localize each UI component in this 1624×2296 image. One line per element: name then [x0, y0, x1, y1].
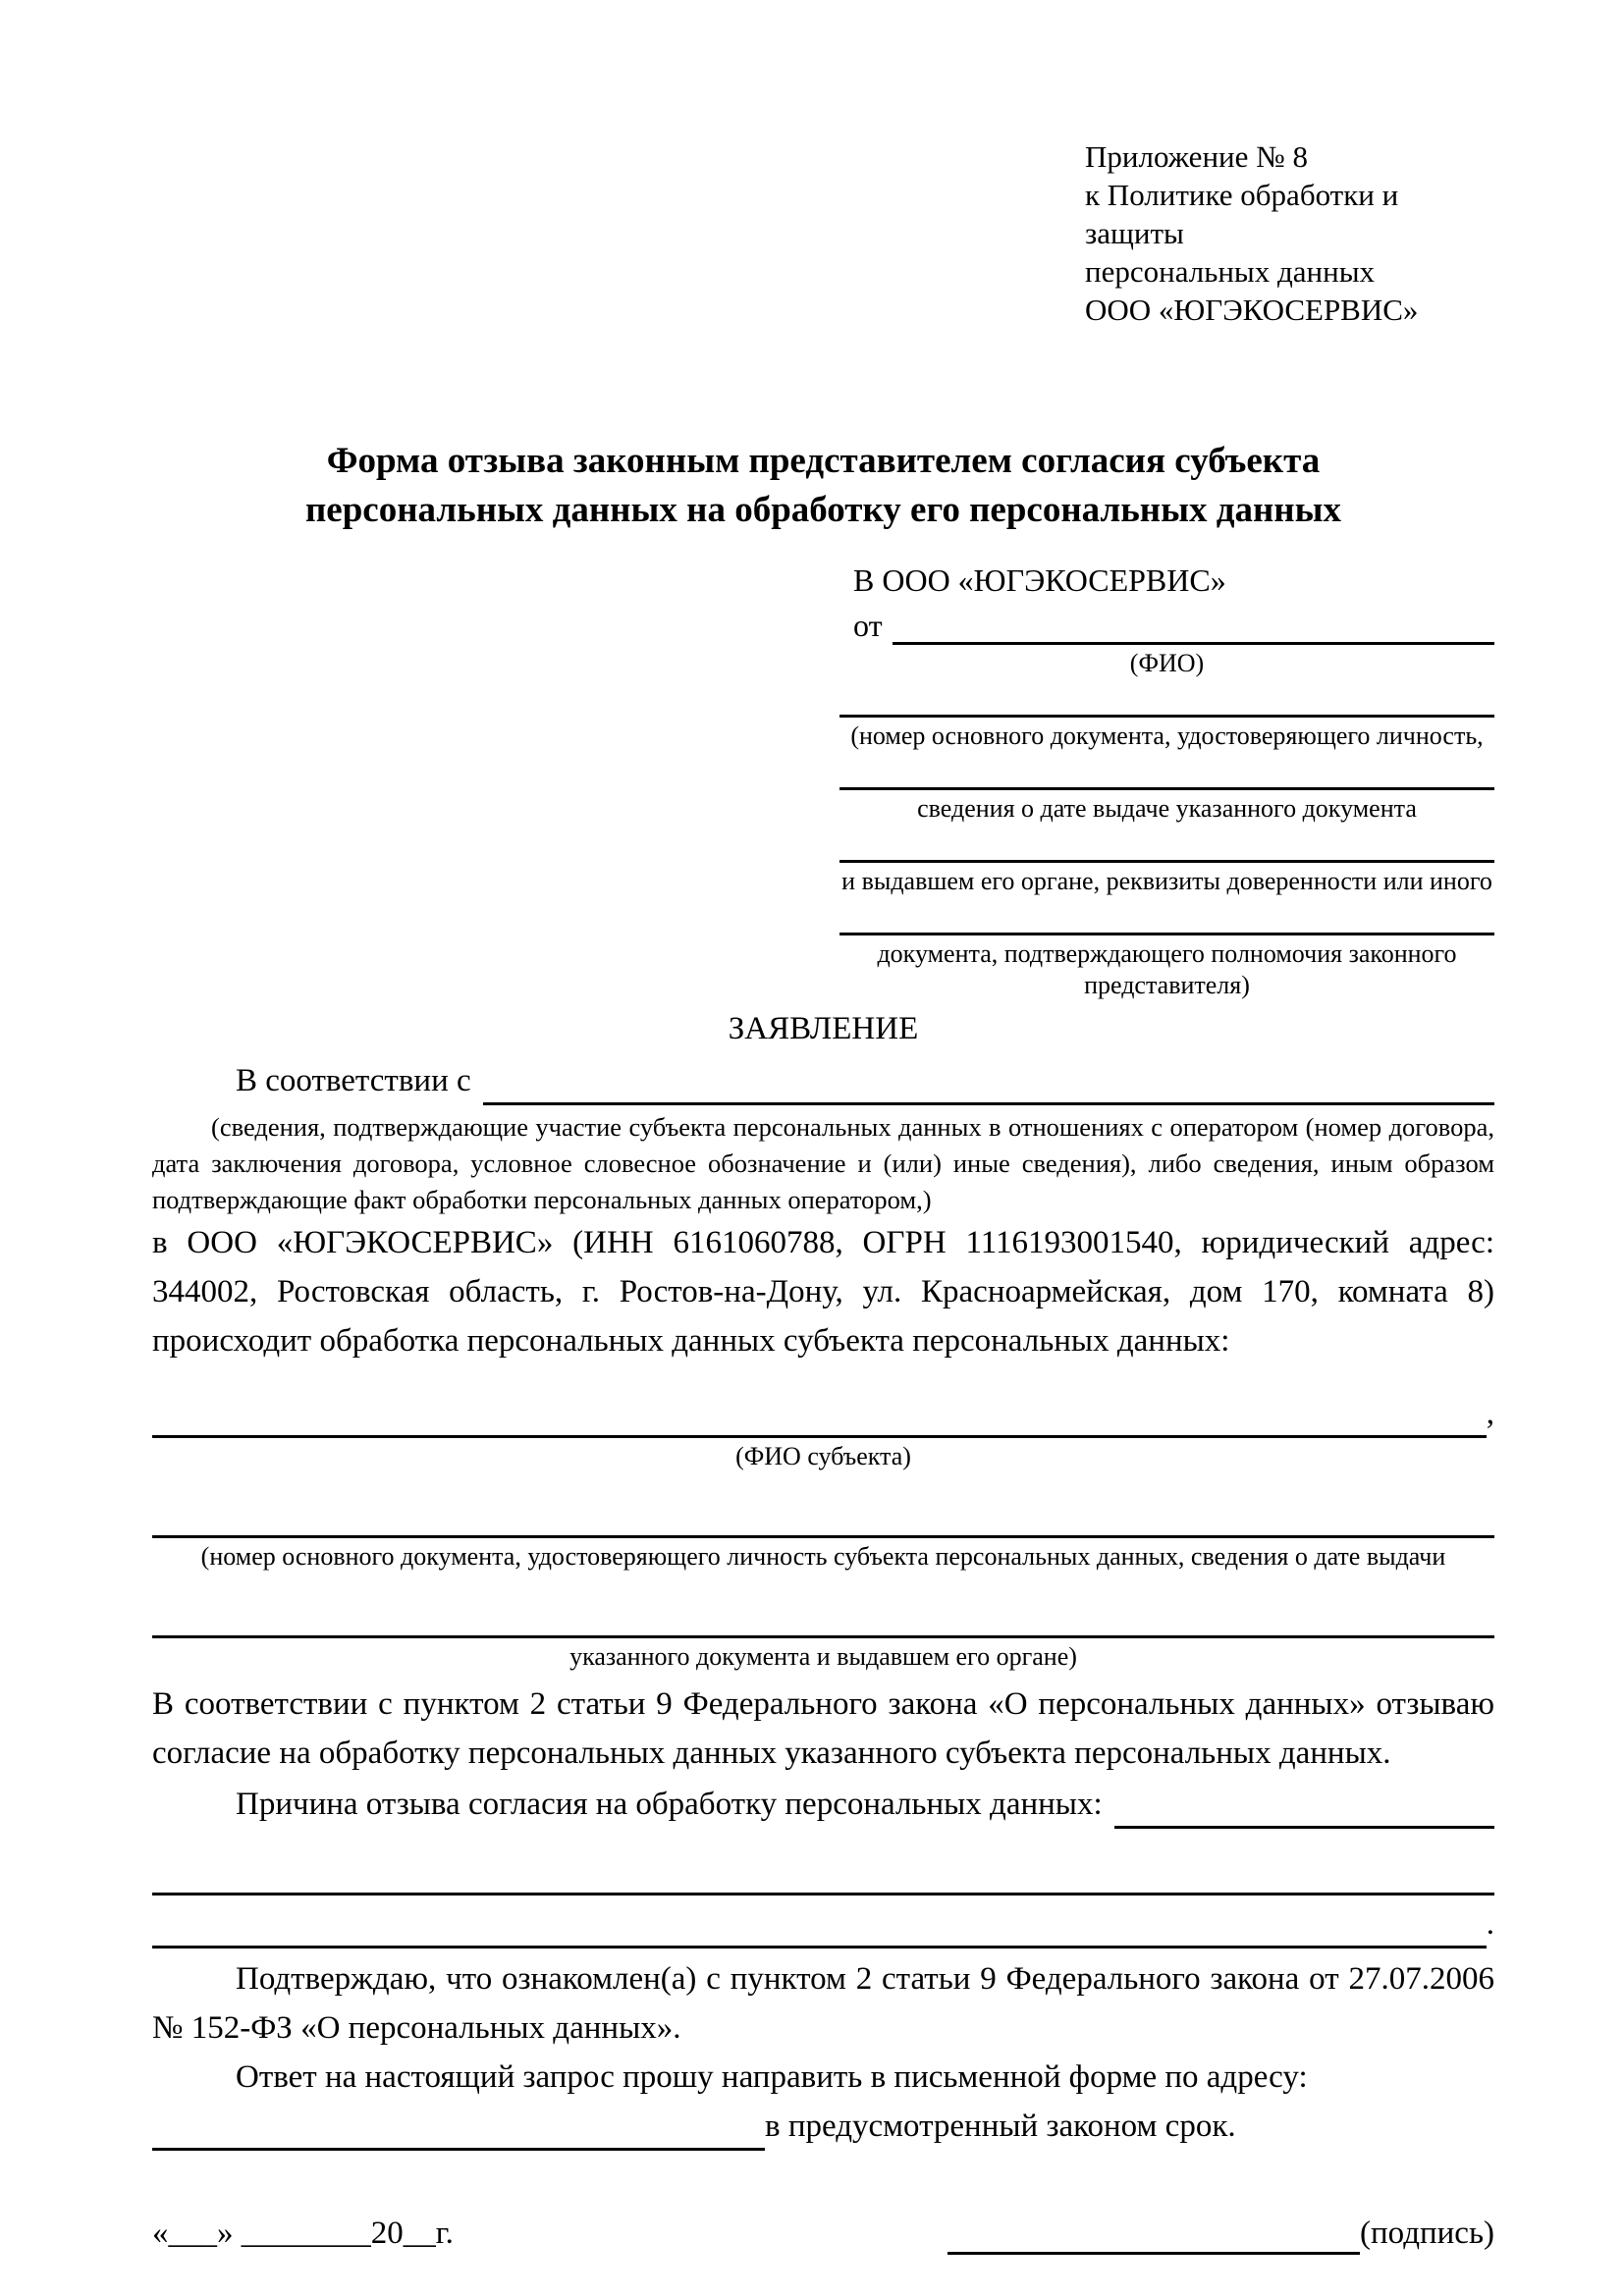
fill-line-caption: (номер основного документа, удостоверяющего личность, — [850, 721, 1484, 750]
basis-row — [152, 1056, 1494, 1105]
subject-doc-row-2 — [152, 1597, 1494, 1638]
confirm-paragraph: Подтверждаю, что ознакомлен(а) с пунктом 2 статьи 9 Федерального закона от 27.07.2006 № 152-ФЗ «О персональных данных». — [152, 1961, 1494, 2046]
fill-line-caption: и выдавшем его органе, реквизиты доверенности или иного — [841, 867, 1492, 895]
addressee-block — [839, 561, 1494, 1001]
fill-line — [839, 830, 1494, 863]
subject-fio-row — [152, 1389, 1494, 1438]
operator-paragraph: в ООО «ЮГЭКОСЕРВИС» (ИНН 6161060788, ОГРН 1116193001540, юридический адрес: 344002, Ростовская область, г. Ростов-на-Дону, ул. Красноармейская, дом 170, комната 8) происходит обработка персональных данных субъекта персональных данных: — [152, 1225, 1494, 1359]
fio-caption: (ФИО) — [1129, 649, 1205, 677]
subject-doc-line-2 — [152, 1597, 1494, 1638]
reason-row — [152, 1780, 1494, 1829]
issuing-authority-group — [839, 830, 1494, 897]
reason-prefix: Причина отзыва согласия на обработку персональных данных: — [236, 1787, 1103, 1822]
addressee-organization: В ООО «ЮГЭКОСЕРВИС» — [853, 562, 1226, 598]
date-field: «___» ________20__г. — [152, 2216, 454, 2251]
authority-document-group — [839, 903, 1494, 1001]
document-number-group — [839, 685, 1494, 752]
fill-line-caption: документа, подтверждающего полномочия законного представителя) — [877, 939, 1457, 999]
withdraw-paragraph: В соответствии с пунктом 2 статьи 9 Федерального закона «О персональных данных» отзываю согласие на обработку персональных данных указанного субъекта персональных данных. — [152, 1686, 1494, 1771]
fill-line — [839, 903, 1494, 935]
fill-line-caption: сведения о дате выдаче указанного документа — [917, 794, 1417, 823]
appendix-line: к Политике обработки и защиты — [1085, 178, 1399, 250]
subject-doc-caption-2: указанного документа и выдавшем его органе) — [569, 1642, 1077, 1671]
issue-date-group — [839, 758, 1494, 825]
reason-blank-line-2 — [152, 1905, 1487, 1949]
title-line: Форма отзыва законным представителем согласия субъекта — [326, 441, 1321, 481]
signature-caption: (подпись) — [1360, 2216, 1494, 2251]
reason-blank-row-2 — [152, 1899, 1494, 1949]
basis-fill-line — [483, 1064, 1494, 1105]
document-title — [152, 437, 1494, 535]
fill-line — [839, 758, 1494, 790]
reason-fill-line — [1114, 1788, 1494, 1829]
footer-row — [152, 2212, 1494, 2255]
signature-line — [947, 2217, 1360, 2255]
basis-caption: (сведения, подтверждающие участие субъекта персональных данных в отношениях с оператором (номер договора, дата заключения договора, условное словесное обозначение и (или) иные сведения), либо сведения, иным образом подтверждающие факт обработки персональных данных оператором,) — [152, 1112, 1494, 1214]
fill-line — [839, 685, 1494, 718]
from-row — [839, 606, 1494, 645]
from-label: от — [853, 608, 883, 643]
subject-doc-caption: (номер основного документа, удостоверяющего личность субъекта персональных данных, сведения о дате выдачи — [200, 1542, 1446, 1571]
reply-paragraph: Ответ на настоящий запрос прошу направить в письменной форме по адресу: — [236, 2059, 1308, 2095]
appendix-line: ООО «ЮГЭКОСЕРВИС» — [1085, 293, 1419, 327]
subject-doc-row — [152, 1497, 1494, 1538]
reply-suffix: в предусмотренный законом срок. — [765, 2109, 1236, 2144]
reason-blank-line — [152, 1850, 1494, 1896]
signature-group — [947, 2212, 1494, 2255]
blank-line-suffix: . — [1486, 1906, 1494, 1942]
subject-fio-caption: (ФИО субъекта) — [735, 1442, 911, 1470]
subject-fio-suffix: , — [1486, 1396, 1494, 1431]
subject-fio-line — [152, 1397, 1487, 1438]
appendix-reference — [1085, 137, 1494, 329]
appendix-line: персональных данных — [1085, 254, 1376, 289]
appendix-line: Приложение № 8 — [1085, 139, 1308, 174]
reply-address-line — [152, 2109, 765, 2151]
reply-address-row — [152, 2102, 1494, 2151]
title-line: персональных данных на обработку его персональных данных — [304, 490, 1341, 530]
from-fill-line — [893, 610, 1494, 645]
statement-heading: ЗАЯВЛЕНИЕ — [728, 1011, 919, 1046]
basis-prefix: В соответствии с — [236, 1063, 471, 1098]
subject-doc-line — [152, 1497, 1494, 1538]
